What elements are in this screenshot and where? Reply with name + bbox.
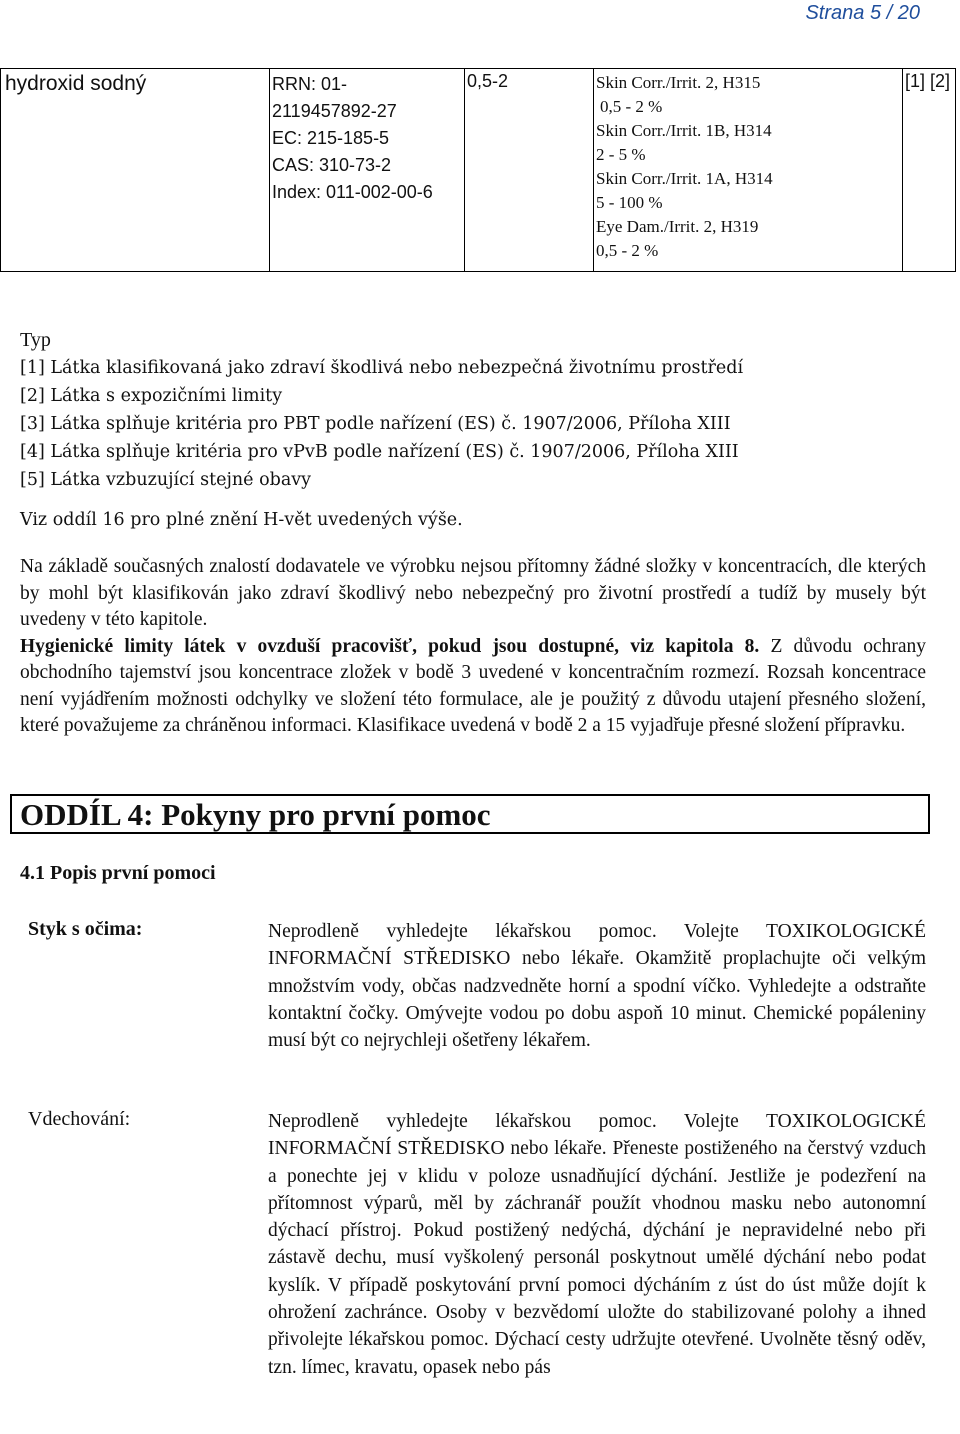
limits-bold-text: Hygienické limity látek v ovzduší pracovišť, pokud jsou dostupné, viz kapitola 8. xyxy=(20,635,760,657)
knowledge-paragraph: Na základě současných znalostí dodavatele ve výrobku nejsou přítomny žádné složky v koncentracích, dle kterých by mohl být klasifikován jako zdraví škodlivý nebo nebezpečný pro životní prostředí a tudíž by musely být uvedeny v této kapitole. xyxy=(20,556,926,630)
legend-item: [2] Látka s expozičními limity xyxy=(20,386,283,406)
type-legend xyxy=(20,326,743,534)
component-identifiers xyxy=(270,69,465,272)
subsection-heading: 4.1 Popis první pomoci xyxy=(20,862,216,884)
classification-range: 5 - 100 % xyxy=(596,193,663,212)
section-4-heading: ODDÍL 4: Pokyny pro první pomoc xyxy=(10,794,930,834)
limits-paragraph xyxy=(20,634,926,740)
inhalation-text: Neprodleně vyhledejte lékařskou pomoc. Volejte TOXIKOLOGICKÉ INFORMAČNÍ STŘEDISKO nebo lékaře. Přeneste postiženého na čerstvý vzduch a ponechte jej v klidu v poloze usnadňující dýchání. Jestliže je podezření na přítomnost výparů, měl by záchranář použít vhodnou masku nebo autonomní dýchací přístroj. Pokud postižený nedýchá, dýchání je nepravidelné nebo při zástavě dechu, musí vyškolený personál poskytnout umělé dýchání nebo podat kyslík. V případě poskytování první pomoci dýcháním z úst do úst může dojít k ohrožení zachránce. Osoby v bezvědomí uložte do stabilizované polohy a ihned přivolejte lékařskou pomoc. Dýchací cesty udržujte otevřené. Uvolněte těsný oděv, tzn. límec, kravatu, opasek nebo pás xyxy=(268,1111,926,1378)
h-phrases-note: Viz oddíl 16 pro plné znění H-vět uvedených výše. xyxy=(20,510,463,530)
components-table xyxy=(0,68,956,272)
identifier-line: EC: 215-185-5 xyxy=(272,128,390,148)
legend-title: Typ xyxy=(20,329,51,351)
component-classification xyxy=(594,69,903,272)
classification-range: 2 - 5 % xyxy=(596,145,646,164)
eye-contact-label: Styk s očima: xyxy=(28,918,143,940)
component-notes: [1] [2] xyxy=(903,69,956,272)
limits-text: Z důvodu ochrany obchodního tajemství jsou koncentrace zložek v bodě 3 uvedené v koncentračním rozmezí. Rozsah koncentrace není vyjádřením možnosti odchylky ve složení této formulace, ale je použitý z důvodu utajení přesného složení, které považujeme za chráněnou informaci. Klasifikace uvedená v bodě 2 a 15 vyjadřuje přesné složení přípravku. xyxy=(20,635,926,736)
inhalation-label: Vdechování: xyxy=(28,1108,131,1130)
classification-range: 0,5 - 2 % xyxy=(600,97,663,116)
identifier-line: Index: 011-002-00-6 xyxy=(272,182,433,202)
legend-item: [5] Látka vzbuzující stejné obavy xyxy=(20,470,312,490)
classification-line: Eye Dam./Irrit. 2, H319 xyxy=(596,217,759,236)
table-row xyxy=(1,69,956,272)
classification-line: Skin Corr./Irrit. 1A, H314 xyxy=(596,169,773,188)
eye-contact-text: Neprodleně vyhledejte lékařskou pomoc. Volejte TOXIKOLOGICKÉ INFORMAČNÍ STŘEDISKO nebo lékaře. Okamžitě proplachujte oči velkým množstvím vody, občas nadzvedněte horní a spodní víčko. Vyhledejte a odstraňte kontaktní čočky. Omývejte vodou po dobu aspoň 10 minut. Chemické popáleniny musí být co nejrychleji ošetřeny lékařem. xyxy=(268,921,926,1052)
inhalation-block xyxy=(28,1108,926,1428)
legend-item: [3] Látka splňuje kritéria pro PBT podle nařízení (ES) č. 1907/2006, Příloha XIII xyxy=(20,414,731,434)
identifier-line: 2119457892-27 xyxy=(272,101,397,121)
legend-item: [4] Látka splňuje kritéria pro vPvB podle nařízení (ES) č. 1907/2006, Příloha XIII xyxy=(20,442,739,462)
legend-item: [1] Látka klasifikovaná jako zdraví škodlivá nebo nebezpečná životnímu prostředí xyxy=(20,358,744,378)
identifier-line: CAS: 310-73-2 xyxy=(272,155,392,175)
component-name: hydroxid sodný xyxy=(1,69,270,272)
classification-line: Skin Corr./Irrit. 2, H315 xyxy=(596,73,761,92)
eye-contact-block xyxy=(28,918,926,1083)
classification-range: 0,5 - 2 % xyxy=(596,241,659,260)
identifier-line: RRN: 01- xyxy=(272,74,348,94)
classification-line: Skin Corr./Irrit. 1B, H314 xyxy=(596,121,772,140)
component-concentration: 0,5-2 xyxy=(465,69,594,272)
composition-explanation xyxy=(20,554,926,740)
page-number: Strana 5 / 20 xyxy=(805,2,920,24)
